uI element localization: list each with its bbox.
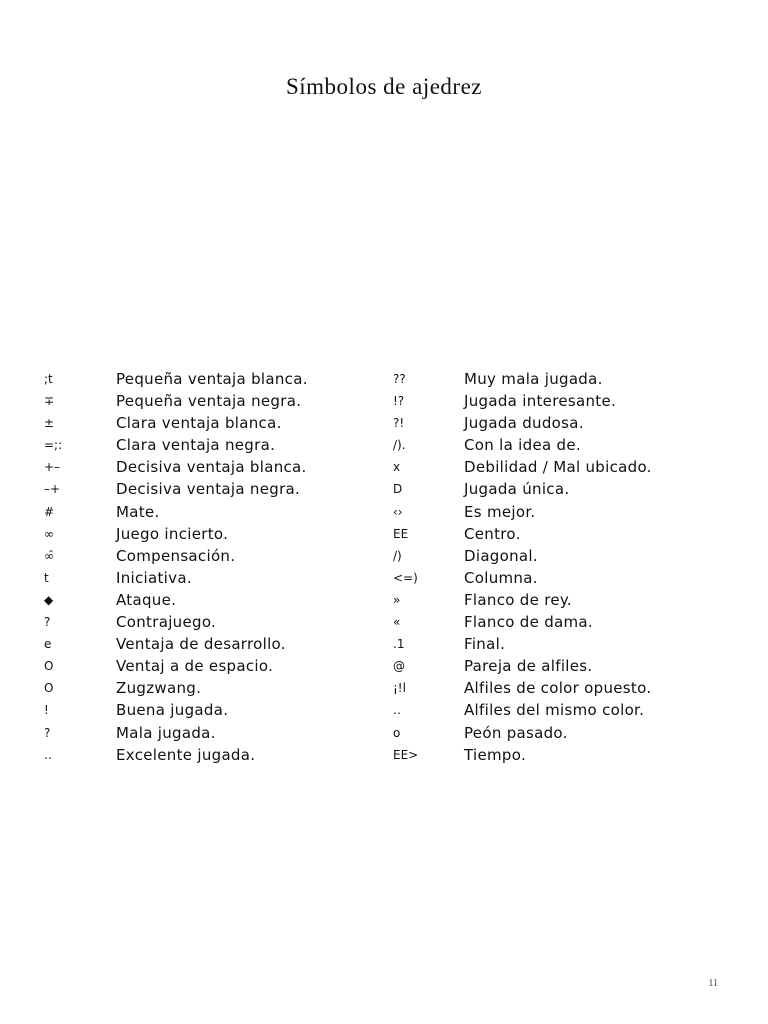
symbol-meaning: Pareja de alfiles. — [464, 657, 593, 676]
chess-symbol: .1 — [393, 637, 405, 652]
symbol-meaning: Buena jugada. — [116, 701, 229, 720]
chess-symbol: e — [44, 637, 52, 652]
chess-symbol: O — [44, 659, 54, 674]
chess-symbol: o — [393, 725, 401, 740]
symbol-meaning: Tiempo. — [464, 745, 527, 764]
chess-symbol: EE — [393, 526, 409, 541]
chess-symbol: ∓ — [44, 394, 55, 409]
page-title: Símbolos de ajedrez — [285, 74, 482, 99]
symbol-meaning: Jugada única. — [464, 480, 570, 499]
page-number: 11 — [708, 978, 718, 989]
chess-symbol: ¡!l — [393, 681, 406, 696]
symbol-meaning: Ventaja de desarrollo. — [116, 635, 286, 654]
symbol-meaning: Con la idea de. — [464, 436, 581, 455]
chess-symbol: ! — [44, 703, 49, 718]
chess-symbol: !? — [393, 394, 405, 409]
chess-symbol: « — [393, 615, 401, 630]
symbol-meaning: Jugada dudosa. — [464, 414, 584, 433]
symbol-meaning: Final. — [464, 635, 506, 654]
symbol-meaning: Peón pasado. — [464, 723, 568, 742]
symbol-meaning: Flanco de rey. — [464, 590, 572, 609]
chess-symbol: ;t — [44, 372, 53, 386]
symbol-meaning: Centro. — [464, 524, 521, 543]
chess-symbol: =;: — [44, 438, 63, 453]
chess-symbol: ‥ — [393, 703, 402, 718]
chess-symbol: ± — [44, 416, 55, 431]
chess-symbol: » — [393, 592, 401, 607]
chess-symbol: ‹› — [393, 504, 403, 519]
chess-symbol: /) — [393, 548, 402, 563]
chess-symbol: <=) — [393, 570, 418, 585]
chess-symbol: ∞ — [44, 526, 54, 541]
chess-symbol: ∞̄ — [44, 548, 54, 563]
chess-symbol: ?? — [393, 372, 406, 386]
symbol-meaning: Mala jugada. — [116, 723, 216, 742]
chess-symbol: @ — [393, 659, 405, 674]
symbol-meaning: Decisiva ventaja blanca. — [116, 458, 307, 477]
chess-symbol: ? — [44, 725, 51, 740]
symbol-meaning: Iniciativa. — [116, 568, 192, 587]
symbol-meaning: Columna. — [464, 568, 538, 587]
symbol-meaning: Zugzwang. — [116, 679, 202, 698]
chess-symbol: –+ — [44, 482, 61, 497]
chess-symbol: ?! — [393, 416, 405, 431]
chess-symbol: x — [393, 460, 401, 475]
symbol-meaning: Alfiles del mismo color. — [464, 701, 645, 720]
symbol-meaning: Ventaj a de espacio. — [116, 657, 274, 676]
symbol-meaning: Clara ventaja negra. — [116, 436, 276, 455]
chess-symbol: ◆ — [44, 592, 54, 607]
chess-symbol: EE> — [393, 747, 419, 762]
chess-symbol: /). — [393, 438, 406, 453]
symbol-meaning: Excelente jugada. — [116, 745, 256, 764]
symbol-meaning: Debilidad / Mal ubicado. — [464, 458, 652, 477]
symbol-meaning: Juego incierto. — [116, 524, 229, 543]
chess-symbol: ? — [44, 615, 51, 630]
symbol-meaning: Decisiva ventaja negra. — [116, 480, 301, 499]
symbol-meaning: Es mejor. — [464, 502, 536, 521]
chess-symbol: O — [44, 681, 54, 696]
chess-symbol: ‥ — [44, 747, 53, 762]
symbol-meaning: Ataque. — [116, 590, 177, 609]
chess-symbol: +– — [44, 460, 61, 475]
symbol-meaning: Pequeña ventaja negra. — [116, 392, 302, 411]
chess-symbol: D — [393, 482, 403, 497]
symbol-meaning: Diagonal. — [464, 546, 538, 565]
symbol-meaning: Muy mala jugada. — [464, 370, 603, 388]
symbol-meaning: Mate. — [116, 502, 160, 521]
chess-symbol: # — [44, 504, 55, 519]
symbol-meaning: Alfiles de color opuesto. — [464, 679, 652, 698]
symbol-meaning: Flanco de dama. — [464, 613, 593, 632]
symbol-meaning: Jugada interesante. — [464, 392, 617, 411]
symbol-meaning: Clara ventaja blanca. — [116, 414, 282, 433]
chess-symbol: t — [44, 570, 49, 585]
symbol-meaning: Compensación. — [116, 546, 236, 565]
symbol-meaning: Contrajuego. — [116, 613, 217, 632]
symbol-meaning: Pequeña ventaja blanca. — [116, 370, 308, 388]
